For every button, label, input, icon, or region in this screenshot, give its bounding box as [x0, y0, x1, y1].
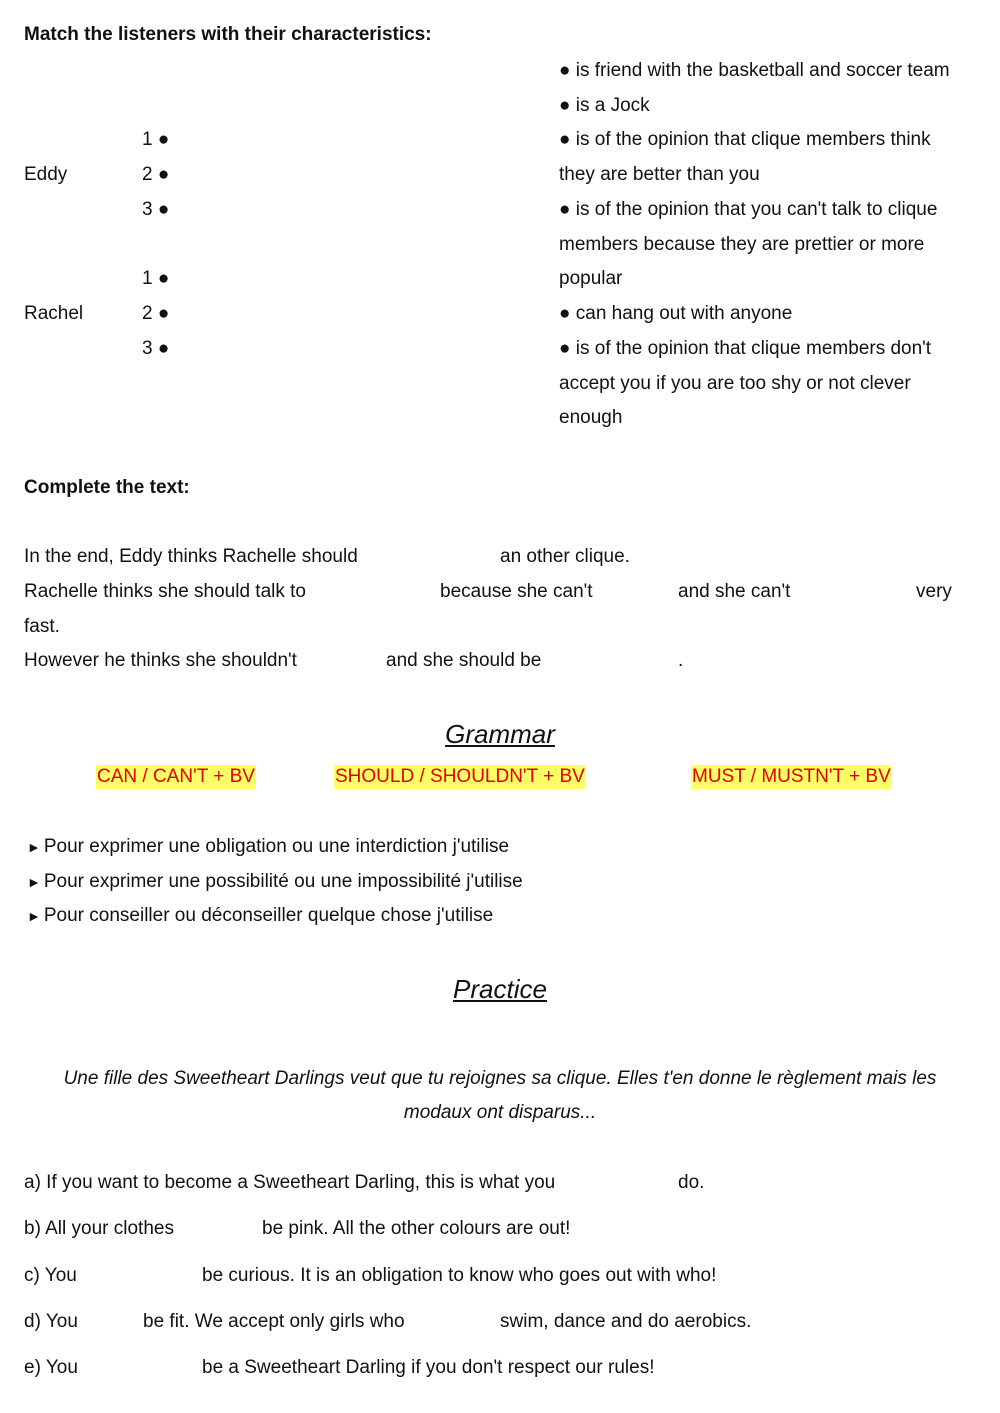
eddy-slot-1[interactable]: 1 ●	[142, 129, 170, 150]
eddy-slot-3[interactable]: 3 ●	[142, 199, 170, 220]
complete-text: because she can't	[440, 581, 593, 602]
blank-input[interactable]	[330, 580, 434, 604]
rachel-slot-2[interactable]: 2 ●	[142, 303, 170, 324]
eddy-slot-2[interactable]: 2 ●	[142, 164, 170, 185]
complete-text: In the end, Eddy thinks Rachelle should	[24, 546, 358, 567]
characteristic-line[interactable]: ● is friend with the basketball and soccer team	[559, 60, 950, 81]
practice-a-text: do.	[678, 1172, 705, 1193]
practice-c-text: be curious. It is an obligation to know who goes out with who!	[202, 1265, 717, 1286]
blank-input[interactable]	[606, 580, 672, 604]
blank-input[interactable]	[88, 1310, 138, 1334]
complete-text: an other clique.	[500, 546, 630, 567]
blank-input[interactable]	[318, 649, 380, 673]
practice-e-text: be a Sweetheart Darling if you don't respect our rules!	[202, 1357, 655, 1378]
characteristic-line[interactable]: ● can hang out with anyone	[559, 303, 793, 324]
rachel-slot-3[interactable]: 3 ●	[142, 338, 170, 359]
practice-a-text: a) If you want to become a Sweetheart Darling, this is what you	[24, 1172, 556, 1193]
characteristic-line: they are better than you	[559, 164, 760, 185]
match-title: Match the listeners with their characteristics:	[24, 24, 432, 45]
grammar-bullet-text: Pour exprimer une possibilité ou une impossibilité j'utilise	[43, 871, 523, 892]
modal-should-chip[interactable]: SHOULD / SHOULDN'T + BV	[335, 766, 585, 787]
characteristic-line[interactable]: ● is of the opinion that clique members think	[559, 129, 931, 150]
complete-text: .	[678, 650, 684, 671]
characteristic-line: popular	[559, 268, 623, 289]
modal-can-chip[interactable]: CAN / CAN'T + BV	[97, 766, 255, 787]
characteristic-line: members because they are prettier or more	[559, 234, 925, 255]
practice-d-text: swim, dance and do aerobics.	[500, 1311, 752, 1332]
modal-must-chip[interactable]: MUST / MUSTN'T + BV	[692, 766, 891, 787]
blank-input[interactable]	[592, 1171, 672, 1195]
blank-input[interactable]	[190, 1217, 256, 1241]
grammar-bullet	[27, 870, 523, 894]
practice-c-text: c) You	[24, 1265, 77, 1286]
blank-input[interactable]	[88, 1356, 196, 1380]
practice-e-text: e) You	[24, 1357, 78, 1378]
blank-input[interactable]	[426, 1310, 494, 1334]
characteristic-line[interactable]: ● is a Jock	[559, 95, 650, 116]
complete-text: and she should be	[386, 650, 542, 671]
grammar-bullet	[27, 835, 509, 859]
grammar-heading: Grammar	[445, 719, 555, 749]
complete-text: fast.	[24, 616, 60, 637]
characteristic-line[interactable]: ● is of the opinion that clique members don't	[559, 338, 932, 359]
eddy-label: Eddy	[24, 164, 68, 185]
complete-title: Complete the text:	[24, 477, 190, 498]
blank-input[interactable]	[556, 649, 672, 673]
triangle-right-icon: ►	[27, 839, 41, 855]
blank-input[interactable]	[382, 545, 494, 569]
practice-b-text: b) All your clothes	[24, 1218, 174, 1239]
complete-text: However he thinks she shouldn't	[24, 650, 297, 671]
practice-heading: Practice	[453, 974, 547, 1004]
characteristic-line[interactable]: ● is of the opinion that you can't talk to clique	[559, 199, 938, 220]
blank-input[interactable]	[804, 580, 910, 604]
grammar-bullet-text: Pour exprimer une obligation ou une interdiction j'utilise	[43, 836, 510, 857]
practice-d-text: be fit. We accept only girls who	[143, 1311, 405, 1332]
practice-b-text: be pink. All the other colours are out!	[262, 1218, 571, 1239]
practice-d-text: d) You	[24, 1311, 78, 1332]
characteristic-line: enough	[559, 407, 623, 428]
triangle-right-icon: ►	[27, 908, 41, 924]
triangle-right-icon: ►	[27, 874, 41, 890]
complete-text: and she can't	[678, 581, 791, 602]
complete-text: very	[916, 581, 952, 602]
characteristic-line: accept you if you are too shy or not clever	[559, 373, 911, 394]
grammar-bullet-text: Pour conseiller ou déconseiller quelque chose j'utilise	[43, 905, 494, 926]
practice-intro-line: modaux ont disparus...	[403, 1102, 597, 1123]
practice-intro-line: Une fille des Sweetheart Darlings veut que tu rejoignes sa clique. Elles t'en donne le règlement mais les	[63, 1068, 937, 1089]
grammar-bullet	[27, 904, 493, 928]
blank-input[interactable]	[88, 1264, 196, 1288]
rachel-slot-1[interactable]: 1 ●	[142, 268, 170, 289]
complete-text: Rachelle thinks she should talk to	[24, 581, 306, 602]
rachel-label: Rachel	[24, 303, 84, 324]
